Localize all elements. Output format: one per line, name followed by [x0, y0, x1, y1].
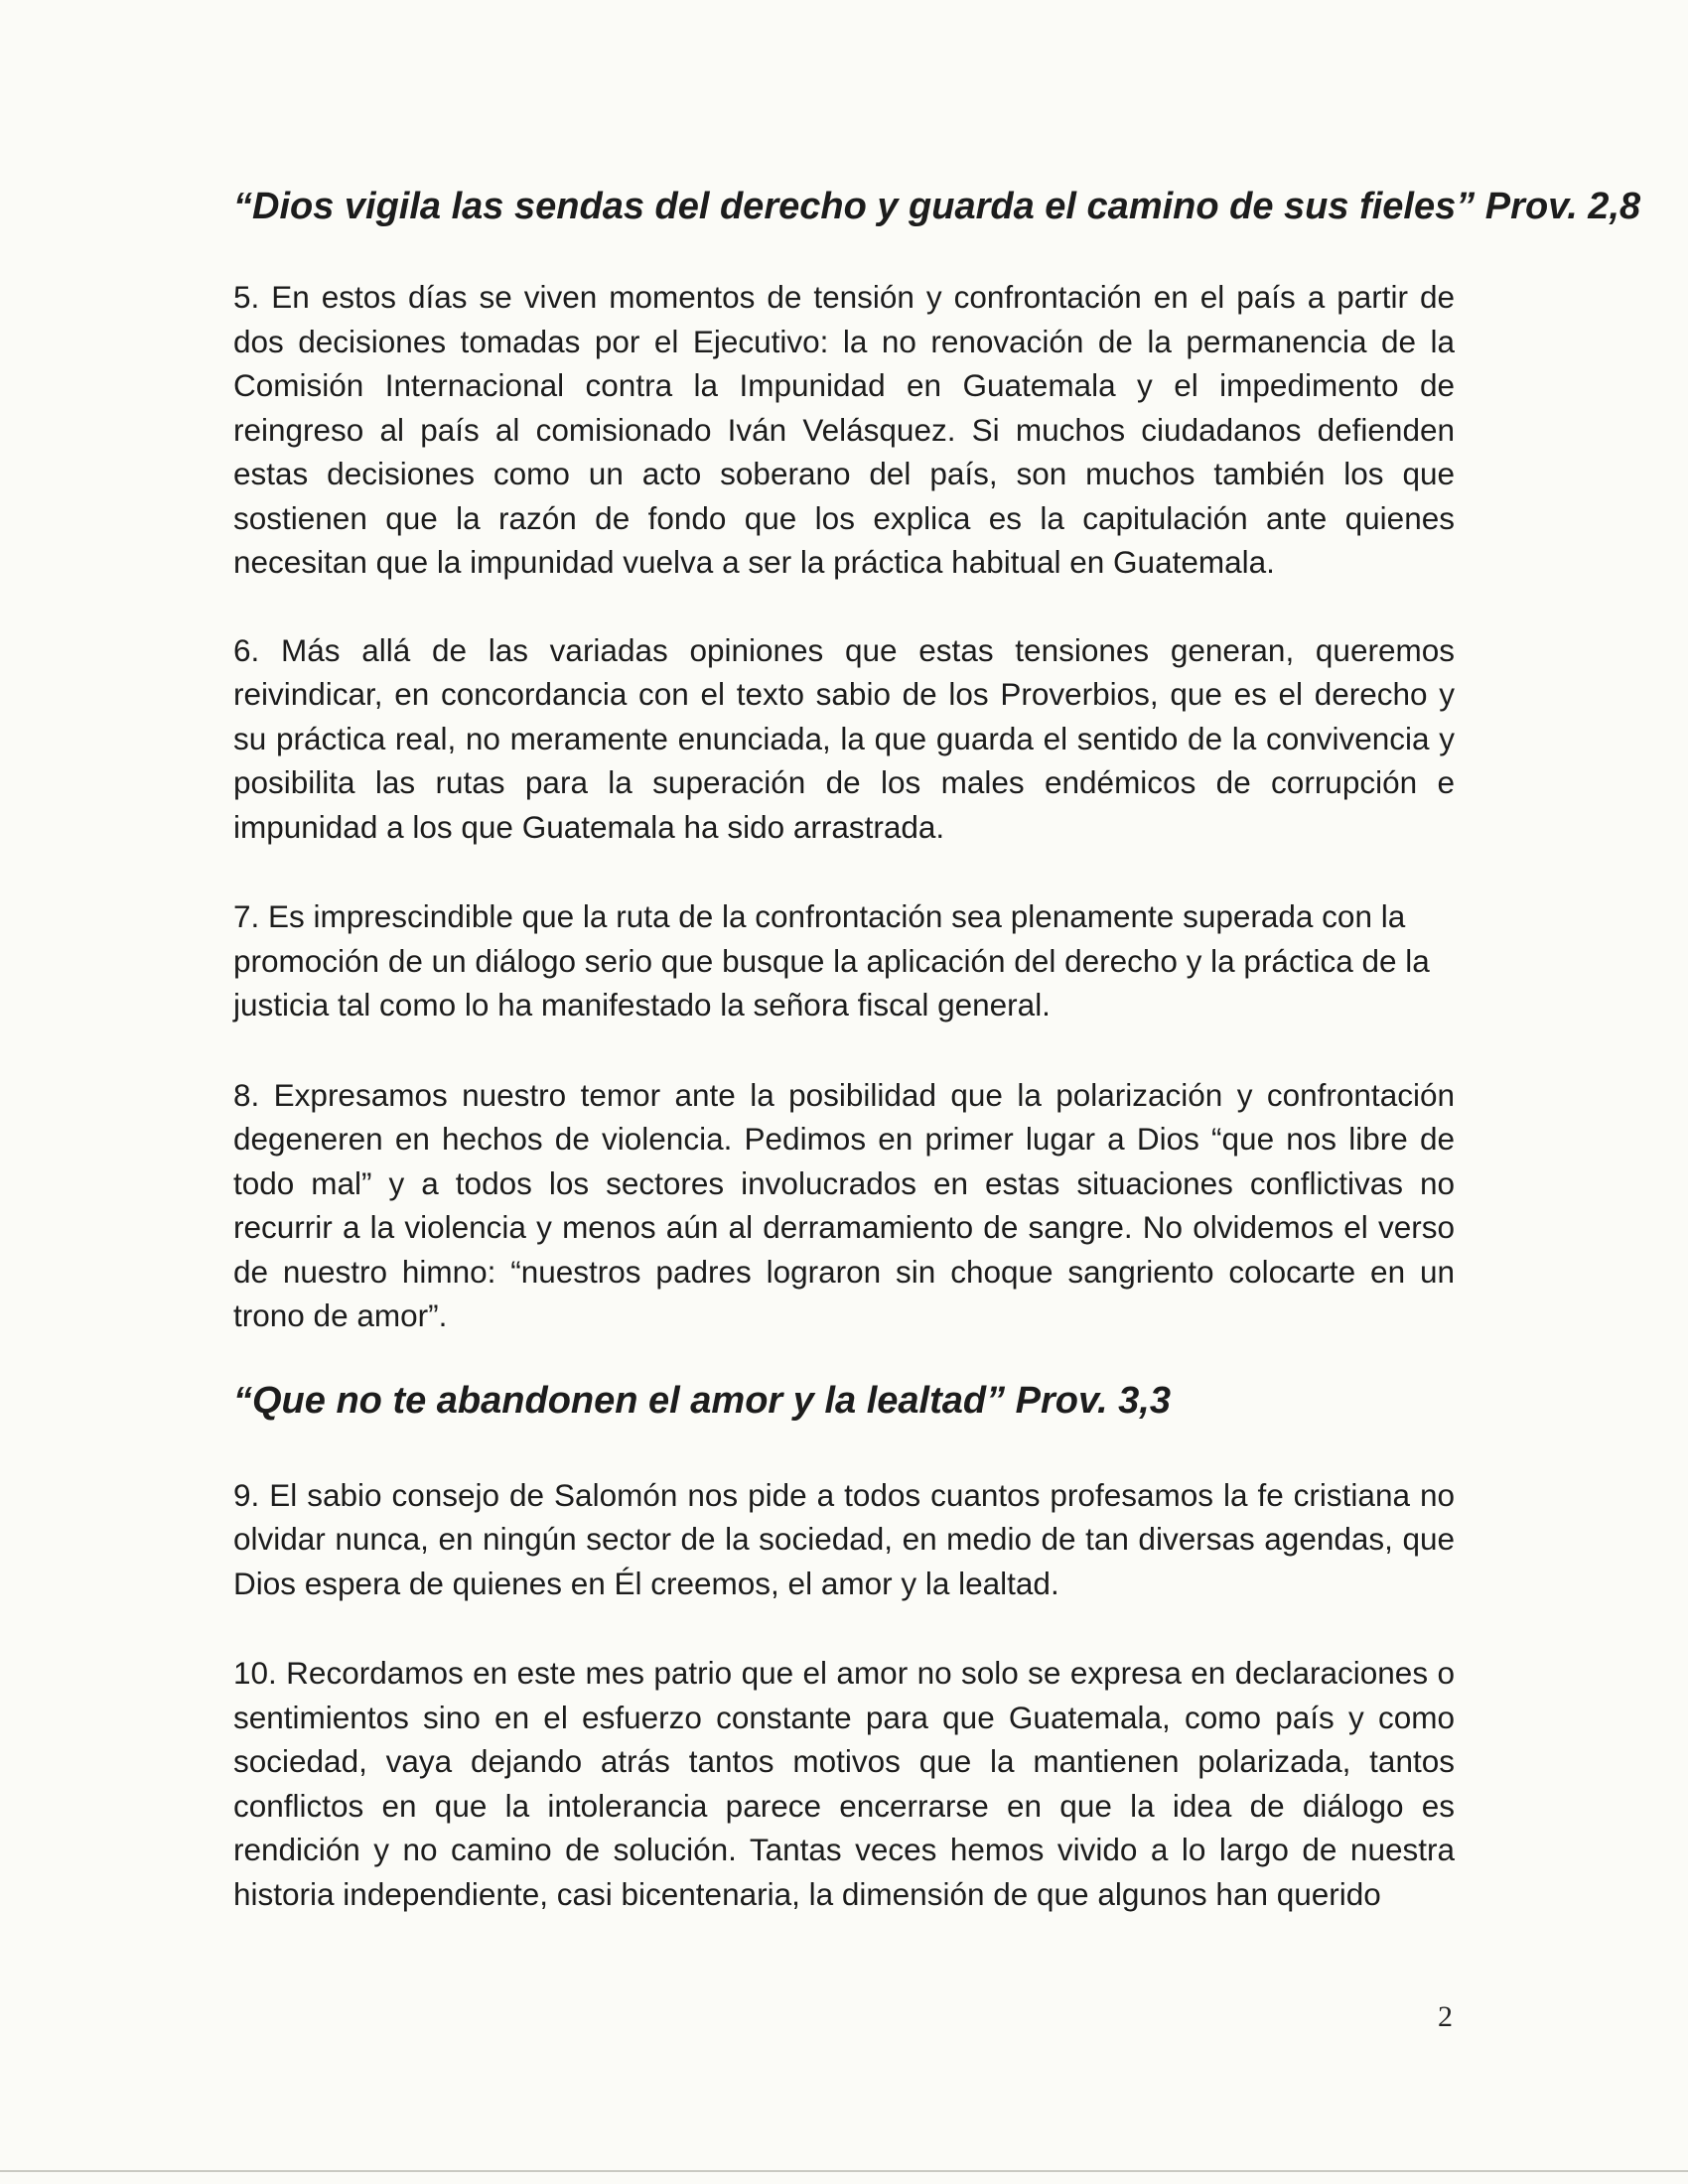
paragraph-9: 9. El sabio consejo de Salomón nos pide a todos cuantos profesamos la fe cristiana no olvidar nunca, en ningún sector de la sociedad, en medio de tan diversas agendas, que Dios espera de quienes en Él creemos, el amor y la lealtad.	[233, 1476, 1455, 1601]
page-number: 2	[1438, 2000, 1453, 2033]
paragraph-8: 8. Expresamos nuestro temor ante la posibilidad que la polarización y confrontación degeneren en hechos de violencia. Pedimos en primer lugar a Dios “que nos libre de todo mal” y a todos los sectores involucrados en estas situaciones conflictivas no recurrir a la violencia y menos aún al derramamiento de sangre. No olvidemos el verso de nuestro himno: “nuestros padres lograron sin choque sangriento colocarte en un trono de amor”.	[233, 1076, 1455, 1333]
paragraph-10: 10. Recordamos en este mes patrio que el amor no solo se expresa en declaraciones o sentimientos sino en el esfuerzo constante para que Guatemala, como país y como sociedad, vaya dejando atrás tantos motivos que la mantienen polarizada, tantos conflictos en que la intolerancia parece encerrarse en que la idea de diálogo es rendición y no camino de solución. Tantas veces hemos vivido a lo largo de nuestra historia independiente, casi bicentenaria, la dimensión de que algunos han querido	[233, 1655, 1455, 1912]
paragraph-7: 7. Es imprescindible que la ruta de la confrontación sea plenamente superada con la promoción de un diálogo serio que busque la aplicación del derecho y la práctica de la justicia tal como lo ha manifestado la señora fiscal general.	[233, 898, 1430, 1023]
section-heading-prov-2-8: “Dios vigila las sendas del derecho y guarda el camino de sus fieles” Prov. 2,8	[233, 186, 1641, 227]
paragraph-6: 6. Más allá de las variadas opiniones que estas tensiones generan, queremos reivindicar, en concordancia con el texto sabio de los Proverbios, que es el derecho y su práctica real, no meramente enunciada, la que guarda el sentido de la convivencia y posibilita las rutas para la superación de los males endémicos de corrupción e impunidad a los que Guatemala ha sido arrastrada.	[233, 631, 1455, 845]
section-heading-prov-3-3: “Que no te abandonen el amor y la lealtad” Prov. 3,3	[233, 1379, 1171, 1422]
scan-edge-divider	[0, 2170, 1688, 2172]
document-page	[233, 174, 1641, 1916]
paragraph-5: 5. En estos días se viven momentos de tensión y confrontación en el país a partir de dos decisiones tomadas por el Ejecutivo: la no renovación de la permanencia de la Comisión Internacional contra la Impunidad en Guatemala y el impedimento de reingreso al país al comisionado Iván Velásquez. Si muchos ciudadanos defienden estas decisiones como un acto soberano del país, son muchos también los que sostienen que la razón de fondo que los explica es la capitulación ante quienes necesitan que la impunidad vuelva a ser la práctica habitual en Guatemala.	[233, 279, 1455, 580]
